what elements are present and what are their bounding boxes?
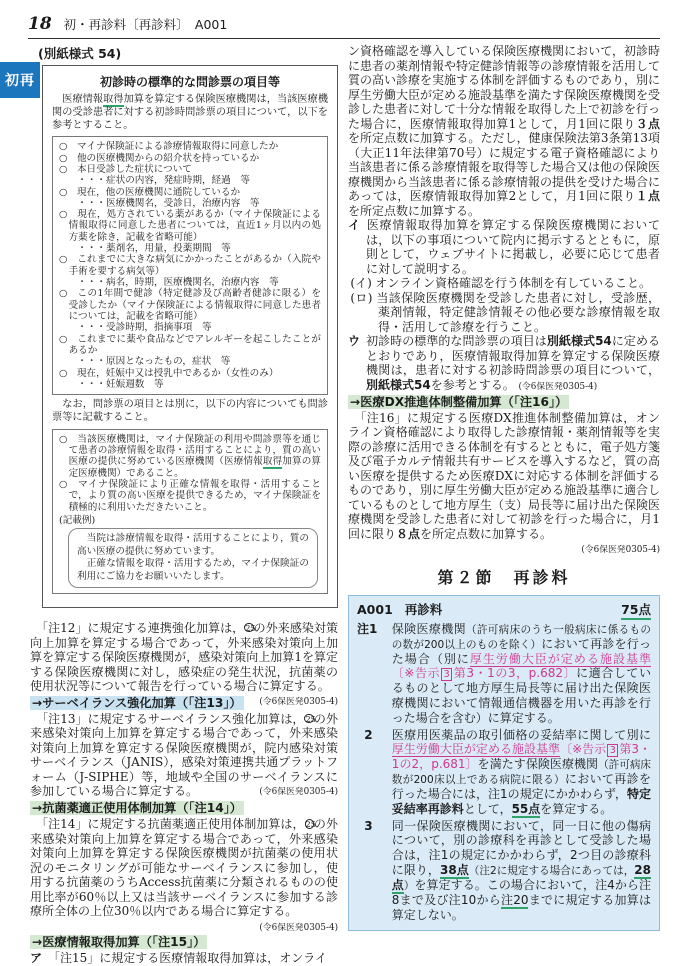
page-number: 18 [28,14,52,34]
checklist-item: ○ この1年間で健診（特定健診及び高齢者健診に限る）を受診したか（マイナ保険証による情報取得に同意した患者については，記載を省略可能） [59,288,321,322]
notice-item: ○ 当該医療機関は，マイナ保険証の利用や問診票等を通じて患者の診療情報を取得・活用することにより，質の高い医療の提供に努めている医療機関（医療情報取得加算の算定医療機関）であること。 [59,433,322,479]
item-label: (ロ) [350,290,373,305]
paragraph-note12: 「注12」に規定する連携強化加算は，25の外来感染対策向上加算を算定する場合であって，外来感染対策向上加算を算定する保険医療機関が，感染対策向上加算1を算定する保険医療機関に対し，感染症の発生状況，抗菌薬の使用状況等について報告を行っている場合に算定する。 (令6保医発0305-4) [30,621,338,707]
note-number: 3 [364,818,373,833]
checklist-item-detail: ・・・薬剤名，用量，投薬期間 等 [77,243,231,255]
checklist-item-detail: ・・・症状の内容，発症時期，経過 等 [77,175,250,187]
checklist-item: ○ これまでに大きな病気にかかったことがあるか（入院や手術を要する病気等） [59,254,321,277]
checklist-item-detail: ・・・妊娠週数 等 [77,378,164,390]
paragraph-item-u: ウ 初診時の標準的な問診票の項目は別紙様式54に定めるとおりであり，医療情報取得加算を算定する保険医療機関は，患者に対する初診時問診票の項目について，別紙様式54を参考とする。 (令6保医発0305-4) [348,334,660,392]
checklist-item: ○ 他の医療機関からの紹介状を持っているか [59,152,260,164]
paragraph-item-i-1: (イ) オンライン資格確認を行う体制を有していること。 [350,276,652,291]
checklist-item-detail: ・・・医療機関名，受診日，治療内容 等 [77,197,260,209]
questionnaire-checklist [52,136,328,395]
note-number: 2 [364,727,373,742]
form-box-title: 初診時の標準的な問診票の項目等 [99,75,280,89]
item-label: ア [30,951,43,966]
form-box-note: なお，問診票の項目とは別に，以下の内容についても問診票等に記載すること。 [52,399,328,423]
notice-item: ○ マイナ保険証により正確な情報を取得・活用することで，より質の高い医療を提供できるため，マイナ保険証を積極的に利用いただきたいこと。 [59,478,321,513]
page-header [28,14,660,34]
citation: (令6保医発0305-4) [581,545,660,556]
item-label: ウ [348,334,361,349]
item-label: (イ) [350,276,372,291]
paragraph-note13: 「注13」に規定するサーベイランス強化加算は，25の外来感染対策向上加算を算定する場合であって，外来感染対策向上加算を算定する保険医療機関が，院内感染対策サーベイランス（JANIS），感染対策連携共通プラットフォーム（J-SIPHE）等，地域や全国のサーベイランスに参加している場合に算定する。 (令6保医発0305-4) [30,711,338,799]
a001-note-2: 2 医療用医薬品の取引価格の妥結率に関して別に厚生労働大臣が定める施設基準〔※告示 3 第3・1の2，p.681〕を満たす保険医療機関（許可病床数が200床以上である病院に限る）において再診を行った場合には，注1の規定にかかわらず，特定妥結率再診料として，55点を算定する。 [364,727,652,816]
a001-code: A001 [357,602,393,618]
checklist-item-detail: ・・・病名，時期，医療機関名，治療内容 等 [77,277,279,288]
heading-note13: →サーベイランス強化加算（「注13」） [32,695,242,710]
checklist-item: ○ これまでに薬や食品などでアレルギーを起こしたことがあるか [59,333,321,356]
citation: (令6保医発0305-4) [259,787,338,798]
checklist-item: ○ マイナ保険証による診療情報取得に同意したか [59,141,279,153]
page-header-title: 初・再診料〔再診料〕 A001 [63,17,228,32]
checklist-item-detail: ・・・受診時期，指摘事項 等 [77,322,212,334]
paragraph-item-i: イ 医療情報取得加算を算定する保険医療機関においては，以下の事項について院内に掲示するとともに，原則として，ウェブサイトに掲載し，必要に応じて患者に対して説明する。 [348,218,660,276]
a001-note-1: 注1 保険医療機関（許可病床のうち一般病床に係るものの数が200以上のものを除く）において再診を行った場合（別に厚生労働大臣が定める施設基準〔※告示 3 第3・1の3，p.682〕に適合しているものとして地方厚生局長等に届け出た保険医療機関において情報通信機器を用いた再診を行った場合を含む）に算定する。 [357,621,651,725]
note-number: 注1 [357,621,378,636]
notice-box [52,429,328,594]
thumb-index-tab: 初再 [0,62,40,98]
a001-title: 再診料 [404,602,443,618]
checklist-item-detail: ・・・原因となったもの，症状 等 [77,356,231,368]
form-sheet-label: (別紙様式 54) [38,46,122,61]
a001-points: 75点 [621,602,651,619]
heading-note14: →抗菌薬適正使用体制加算（「注14」） [32,800,242,815]
example-box [68,528,318,588]
citation: (令6保医発0305-4) [259,922,338,933]
form-box-intro: 医療情報取得加算を算定する保険医療機関は，当該医療機関の受診患者に対する初診時問診票の項目について，以下を参考とすること。 [52,94,329,131]
paragraph-note15: ア 「注15」に規定する医療情報取得加算は，オンライ [30,951,327,966]
item-label: イ [348,218,361,233]
checklist-item: ○ 現在，他の医療機関に通院しているか [59,186,241,198]
paragraph-note14: 「注14」に規定する抗菌薬適正使用体制加算は，25の外来感染対策向上加算を算定する場合であって，外来感染対策向上加算を算定する保険医療機関が抗菌薬の使用状況のモニタリングが可能なサーベイランスに参加し，使用する抗菌薬のうちAccess抗菌薬に分類されるものの使用比率が60％以上又は当該サーベイランスに参加する診療所全体の上位30％以内である場合に算定する。 [30,817,338,919]
paragraph-note16: 「注16」に規定する医療DX推進体制整備加算は，オンライン資格確認により取得した診療情報・薬剤情報等を実際の診療に活用できる体制を有するとともに，電子処方箋及び電子カルテ情報共有サービスを導入するなど，質の高い医療を提供するため医療DXに対応する体制を評価するものであり，別に厚生労働大臣が定める施設基準に適合しているものとして地方厚生（支）局長等に届け出た保険医療機関を受診した患者に対して初診を行った場合に，月1回に限り８点を所定点数に加算する。 [348,410,661,541]
checklist-item: ○ 現在，処方されている薬があるか（マイナ保険証による情報取得に同意した患者については，直近1ヶ月以内の処方薬を除き，記載を省略可能） [59,209,321,243]
heading-note16: →医療DX推進体制整備加算（「注16」） [350,394,568,409]
citation: (令6保医発0305-4) [259,696,338,707]
a001-header [357,602,651,619]
example-text: 正確な情報を取得・活用するため，マイナ保険証の利用にご協力をお願いいたします。 [77,558,309,582]
left-column [30,44,338,966]
paragraph-item-i-2: (ロ) 当該保険医療機関を受診した患者に対し，受診歴，薬剤情報，特定健診情報その他必要な診療情報を取得・活用して診療を行うこと。 [350,290,660,334]
header-rule [28,38,660,39]
a001-note-3: 3 同一保険医療機関において，同一日に他の傷病について，別の診療科を再診として受診した場合は，注1の規定にかかわらず，2つ目の診療科に限り，38点（注2に規定する場合にあっては，28点）を算定する。この場合において，注4から注8まで及び注10から注20までに規定する加算は算定しない。 [364,818,651,922]
a001-fee-box [348,595,660,931]
paragraph-note15-continued: ン資格確認を導入している保険医療機関において，初診時に患者の薬剤情報や特定健診情報等の診療情報を活用して質の高い診療を実施する体制を評価するものであり，別に厚生労働大臣が定める施設基準を満たす保険医療機関を受診した患者に対して十分な情報を取得した上で初診を行った場合に，医療情報取得加算1として，月1回に限り３点を所定点数に加算する。ただし，健康保険法第3条第13項（大正11年法律第70号）に規定する電子資格確認により当該患者に係る診療情報を取得等した場合又は他の保険医療機関から当該患者に係る診療情報の提供を受けた場合にあっては，医療情報取得加算2として，月1回に限り１点を所定点数に加算する。 [348,44,661,218]
questionnaire-form-box [42,65,338,608]
right-column [348,44,660,931]
section-title: 第２節 再診料 [437,568,571,588]
heading-note15: →医療情報取得加算（「注15」） [32,934,206,949]
example-text: 当院は診療情報を取得・活用することにより，質の高い医療の提供に努めています。 [77,533,309,557]
example-label: (記載例) [59,514,96,526]
checklist-item: ○ 本日受診した症状について [59,163,192,175]
citation: (令6保医発0305-4) [518,381,598,392]
checklist-item: ○ 現在，妊娠中又は授乳中であるか（女性のみ） [59,367,279,379]
